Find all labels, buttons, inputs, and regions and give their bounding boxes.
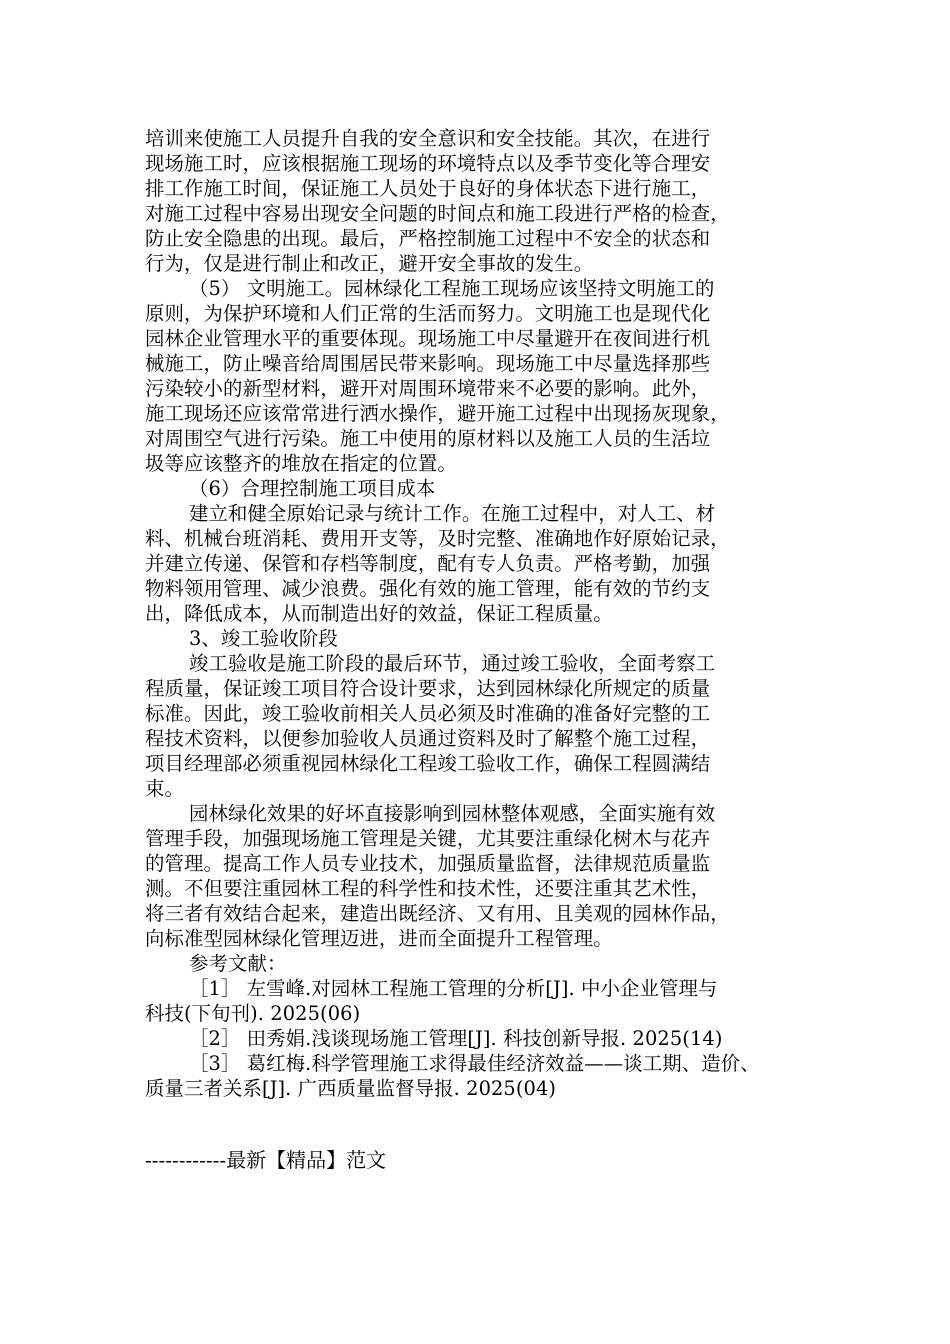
text-line: 科技(下旬刊). 2025(06) [145,1002,361,1025]
text-line: 原则，为保护环境和人们正常的生活而努力。文明施工也是现代化 [145,302,711,325]
text-line: ［2］ 田秀娟.浅谈现场施工管理[J]. 科技创新导报. 2025(14) [189,1027,723,1050]
text-line: 圾等应该整齐的堆放在指定的位置。 [145,452,457,475]
text-line: 出，降低成本，从而制造出好的效益，保证工程质量。 [145,602,613,625]
text-line: 建立和健全原始记录与统计工作。在施工过程中，对人工、材 [189,502,716,525]
text-line: 防止安全隐患的出现。最后，严格控制施工过程中不安全的状态和 [145,227,711,250]
text-line: （5） 文明施工。园林绿化工程施工现场应该坚持文明施工的 [189,277,715,300]
text-line: 培训来使施工人员提升自我的安全意识和安全技能。其次，在进行 [145,127,711,150]
text-line: 排工作施工时间，保证施工人员处于良好的身体状态下进行施工， [145,177,711,200]
text-line: ［1］ 左雪峰.对园林工程施工管理的分析[J]. 中小企业管理与 [189,977,718,1000]
text-line: 的管理。提高工作人员专业技术，加强质量监督，法律规范质量监 [145,852,711,875]
text-line: 管理手段，加强现场施工管理是关键，尤其要注重绿化树木与花卉 [145,827,711,850]
text-line: 3、竣工验收阶段 [189,627,338,650]
footer-text: ------------最新【精品】范文 [145,1148,387,1172]
text-line: 对施工过程中容易出现安全问题的时间点和施工段进行严格的检查， [145,202,730,225]
text-line: 质量三者关系[J]. 广西质量监督导报. 2025(04) [145,1077,557,1100]
text-line: 料、机械台班消耗、费用开支等，及时完整、准确地作好原始记录， [145,527,730,550]
text-line: 程质量，保证竣工项目符合设计要求，达到园林绿化所规定的质量 [145,677,711,700]
text-line: 标准。因此，竣工验收前相关人员必须及时准确的准备好完整的工 [145,702,711,725]
text-line: 污染较小的新型材料，避开对周围环境带来不必要的影响。此外， [145,377,711,400]
text-line: 园林绿化效果的好坏直接影响到园林整体观感，全面实施有效 [189,802,716,825]
text-line: 束。 [145,777,184,800]
text-line: 向标准型园林绿化管理迈进，进而全面提升工程管理。 [145,927,613,950]
text-line: ［3］ 葛红梅.科学管理施工求得最佳经济效益——谈工期、造价、 [189,1052,760,1075]
text-line: 将三者有效结合起来，建造出既经济、又有用、且美观的园林作品， [145,902,730,925]
text-line: 测。不但要注重园林工程的科学性和技术性，还要注重其艺术性， [145,877,711,900]
text-line: 现场施工时，应该根据施工现场的环境特点以及季节变化等合理安 [145,152,711,175]
text-line: 对周围空气进行污染。施工中使用的原材料以及施工人员的生活垃 [145,427,711,450]
text-line: 械施工，防止噪音给周围居民带来影响。现场施工中尽量选择那些 [145,352,711,375]
text-line: 并建立传递、保管和存档等制度，配有专人负责。严格考勤，加强 [145,552,711,575]
text-line: 行为，仅是进行制止和改正，避开安全事故的发生。 [145,252,594,275]
text-line: （6）合理控制施工项目成本 [189,477,436,500]
text-line: 物料领用管理、减少浪费。强化有效的施工管理，能有效的节约支 [145,577,711,600]
text-line: 程技术资料，以便参加验收人员通过资料及时了解整个施工过程， [145,727,711,750]
text-line: 竣工验收是施工阶段的最后环节，通过竣工验收，全面考察工 [189,652,716,675]
document-body [145,126,825,1101]
text-line: 项目经理部必须重视园林绿化工程竣工验收工作，确保工程圆满结 [145,752,711,775]
text-line: 施工现场还应该常常进行洒水操作，避开施工过程中出现扬灰现象， [145,402,730,425]
text-line: 园林企业管理水平的重要体现。现场施工中尽量避开在夜间进行机 [145,327,711,350]
text-line: 参考文献： [189,952,287,975]
